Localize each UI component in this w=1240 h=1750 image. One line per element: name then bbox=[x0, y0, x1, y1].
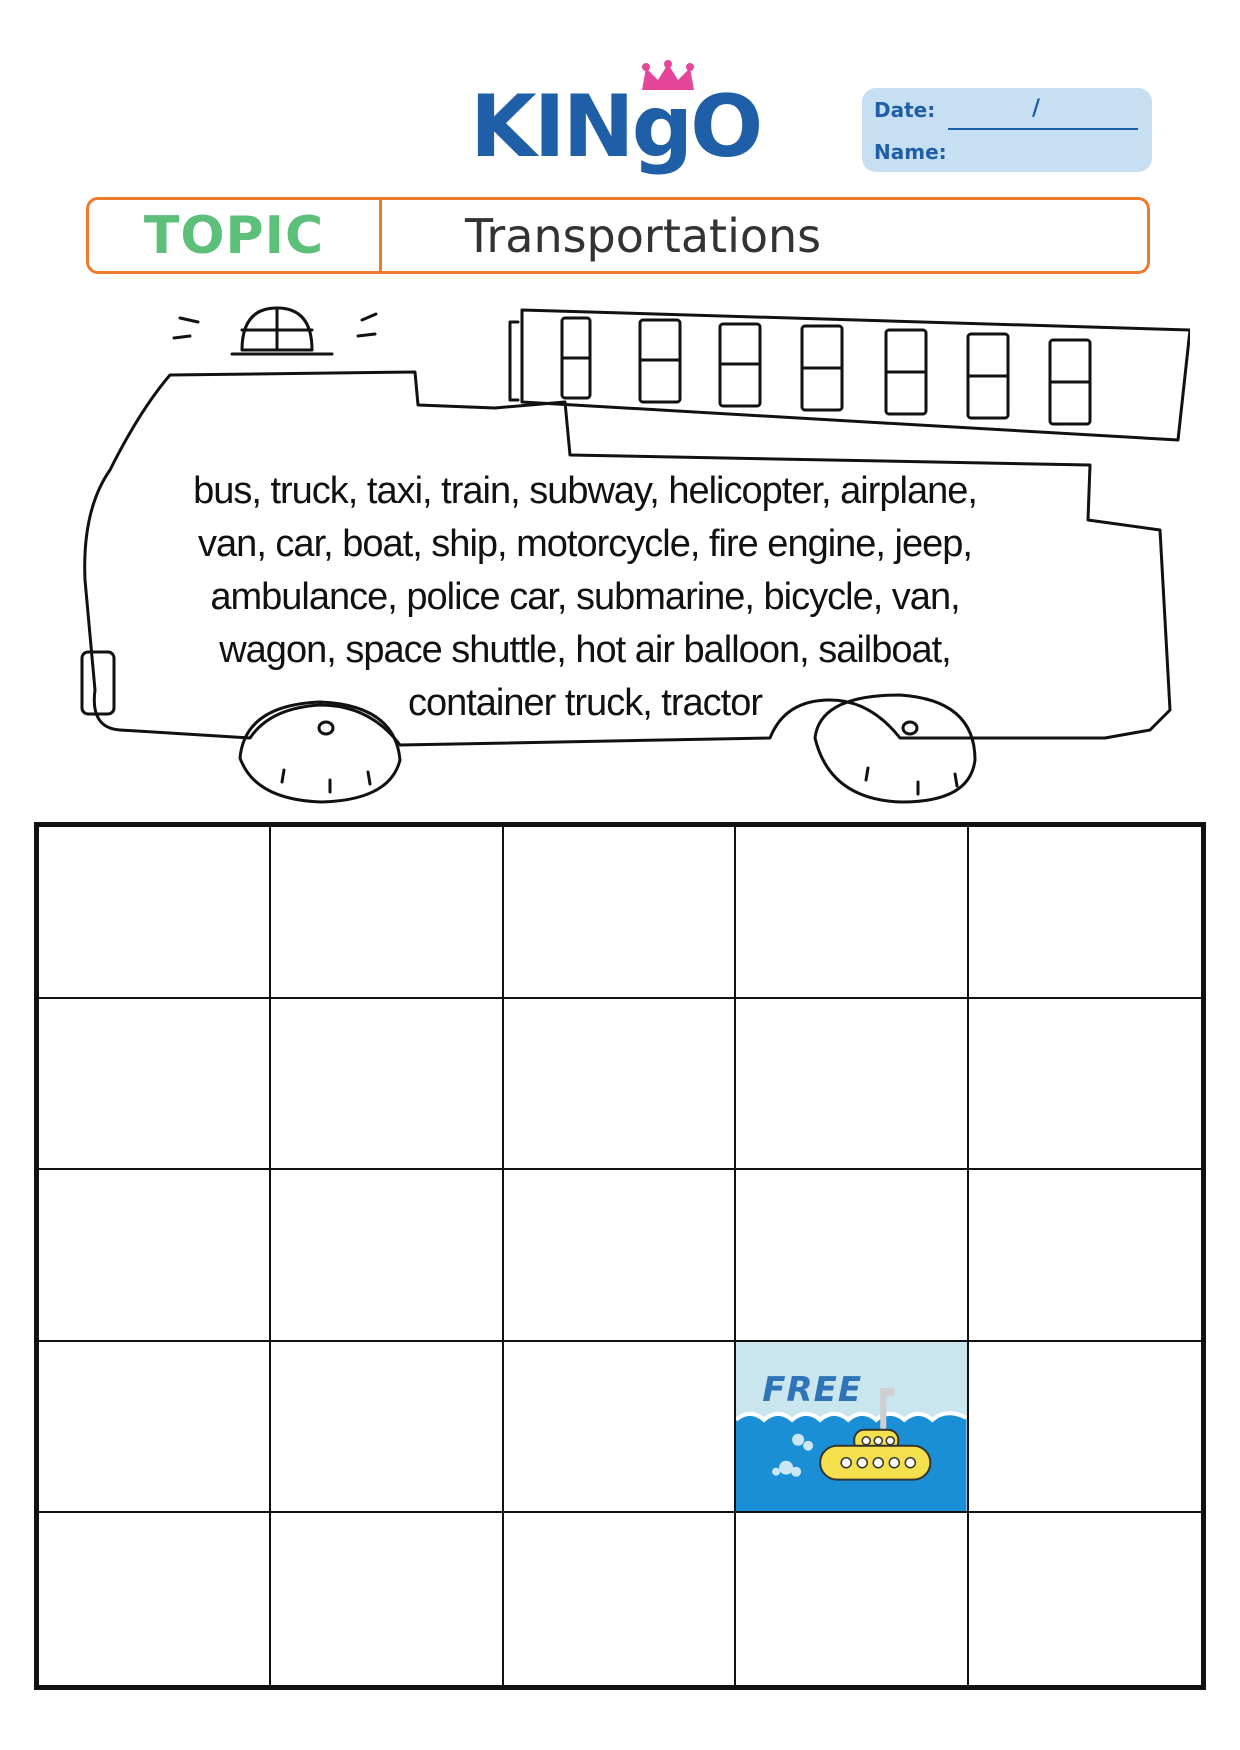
free-space-cell bbox=[736, 1342, 968, 1514]
bingo-cell[interactable] bbox=[504, 999, 736, 1171]
word-list-line: van, car, boat, ship, motorcycle, fire engine, jeep, bbox=[198, 523, 972, 565]
topic-divider bbox=[379, 200, 382, 271]
logo-text: KINgO bbox=[470, 77, 761, 177]
bingo-cell[interactable] bbox=[504, 827, 736, 999]
bingo-grid bbox=[34, 822, 1206, 1690]
bingo-cell[interactable] bbox=[736, 1170, 968, 1342]
topic-value: Transportations bbox=[465, 208, 822, 263]
name-label: Name: bbox=[874, 140, 947, 164]
word-list-line: ambulance, police car, submarine, bicycle, van, bbox=[210, 576, 960, 618]
date-name-box bbox=[862, 88, 1152, 172]
bingo-cell[interactable] bbox=[271, 1342, 503, 1514]
bingo-cell[interactable] bbox=[504, 1342, 736, 1514]
bingo-cell[interactable] bbox=[969, 999, 1201, 1171]
bingo-cell[interactable] bbox=[271, 999, 503, 1171]
bingo-cell[interactable] bbox=[969, 1513, 1201, 1685]
bingo-cell[interactable] bbox=[969, 827, 1201, 999]
free-label: FREE bbox=[762, 1369, 863, 1410]
bingo-cell[interactable] bbox=[39, 827, 271, 999]
bingo-cell[interactable] bbox=[39, 999, 271, 1171]
date-label: Date: bbox=[874, 98, 936, 122]
date-field[interactable] bbox=[948, 128, 1138, 130]
submarine-icon bbox=[736, 1342, 966, 1512]
bingo-cell[interactable] bbox=[736, 827, 968, 999]
bingo-cell[interactable] bbox=[969, 1170, 1201, 1342]
bingo-cell[interactable] bbox=[39, 1170, 271, 1342]
word-list-line: wagon, space shuttle, hot air balloon, sailboat, bbox=[219, 629, 951, 671]
bingo-cell[interactable] bbox=[504, 1170, 736, 1342]
bingo-cell[interactable] bbox=[736, 1513, 968, 1685]
bingo-cell[interactable] bbox=[271, 1170, 503, 1342]
bingo-cell[interactable] bbox=[504, 1513, 736, 1685]
topic-label: TOPIC bbox=[143, 205, 325, 266]
bingo-cell[interactable] bbox=[39, 1342, 271, 1514]
bingo-cell[interactable] bbox=[969, 1342, 1201, 1514]
bingo-cell[interactable] bbox=[271, 1513, 503, 1685]
fire-truck-illustration bbox=[70, 290, 1190, 830]
topic-bar bbox=[86, 197, 1150, 274]
bingo-cell[interactable] bbox=[736, 999, 968, 1171]
word-list-line: bus, truck, taxi, train, subway, helicopter, airplane, bbox=[193, 470, 977, 512]
bingo-cell[interactable] bbox=[271, 827, 503, 999]
date-separator: / bbox=[1032, 96, 1041, 121]
bingo-cell[interactable] bbox=[39, 1513, 271, 1685]
word-list-line: container truck, tractor bbox=[407, 682, 763, 724]
word-list bbox=[150, 465, 1020, 730]
kingo-logo bbox=[470, 62, 760, 192]
